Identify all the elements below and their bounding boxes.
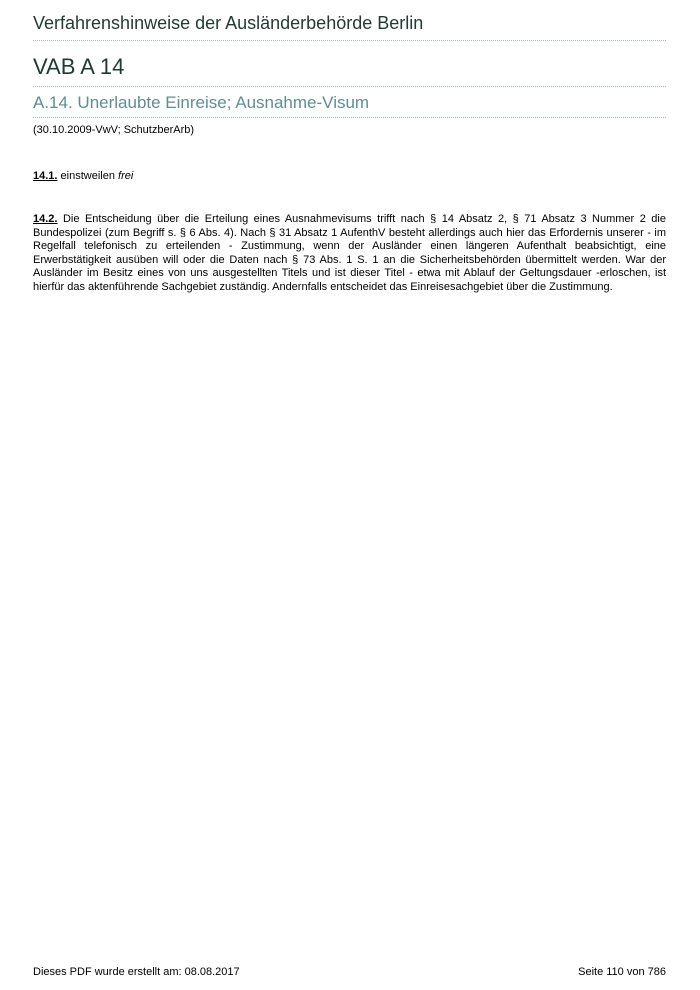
document-title: VAB A 14 bbox=[33, 54, 666, 87]
paragraph-14-1 bbox=[33, 170, 666, 182]
section-heading: A.14. Unerlaubte Einreise; Ausnahme-Visum bbox=[33, 93, 666, 118]
paragraph-number: 14.2. bbox=[33, 213, 58, 225]
paragraph-emphasis: frei bbox=[118, 170, 134, 182]
footer-page-number: Seite 110 von 786 bbox=[578, 966, 666, 978]
footer-created-date: Dieses PDF wurde erstellt am: 08.08.2017 bbox=[33, 966, 240, 978]
paragraph-14-2 bbox=[33, 213, 666, 295]
paragraph-number: 14.1. bbox=[33, 170, 58, 182]
document-header: Verfahrenshinweise der Ausländerbehörde Berlin bbox=[33, 13, 666, 41]
paragraph-text: einstweilen bbox=[57, 170, 119, 182]
section-meta: (30.10.2009-VwV; SchutzberArb) bbox=[33, 124, 195, 136]
paragraph-text: Die Entscheidung über die Erteilung eines Ausnahmevisums trifft nach § 14 Absatz 2, § 71 Absatz 3 Nummer 2 die Bundespolizei (zum Begriff s. § 6 Abs. 4). Nach § 31 Absatz 1 AufenthV besteht allerdings auch hier das Erfordernis unserer - im Regelfall telefonisch zu erteilenden - Zustimmung, wenn der Ausländer einen längeren Aufenthalt beabsichtigt, eine Erwerbstätigkeit ausüben will oder die Daten nach § 73 Abs. 1 S. 1 an die Sicherheitsbehörden übermittelt werden. War der Ausländer im Besitz eines von uns ausgestellten Titels und ist dieser Titel - etwa mit Ablauf der Geltungsdauer -erloschen, ist hierfür das aktenführende Sachgebiet zuständig. Andernfalls entscheidet das Einreisesachgebiet über die Zustimmung. bbox=[33, 213, 666, 293]
